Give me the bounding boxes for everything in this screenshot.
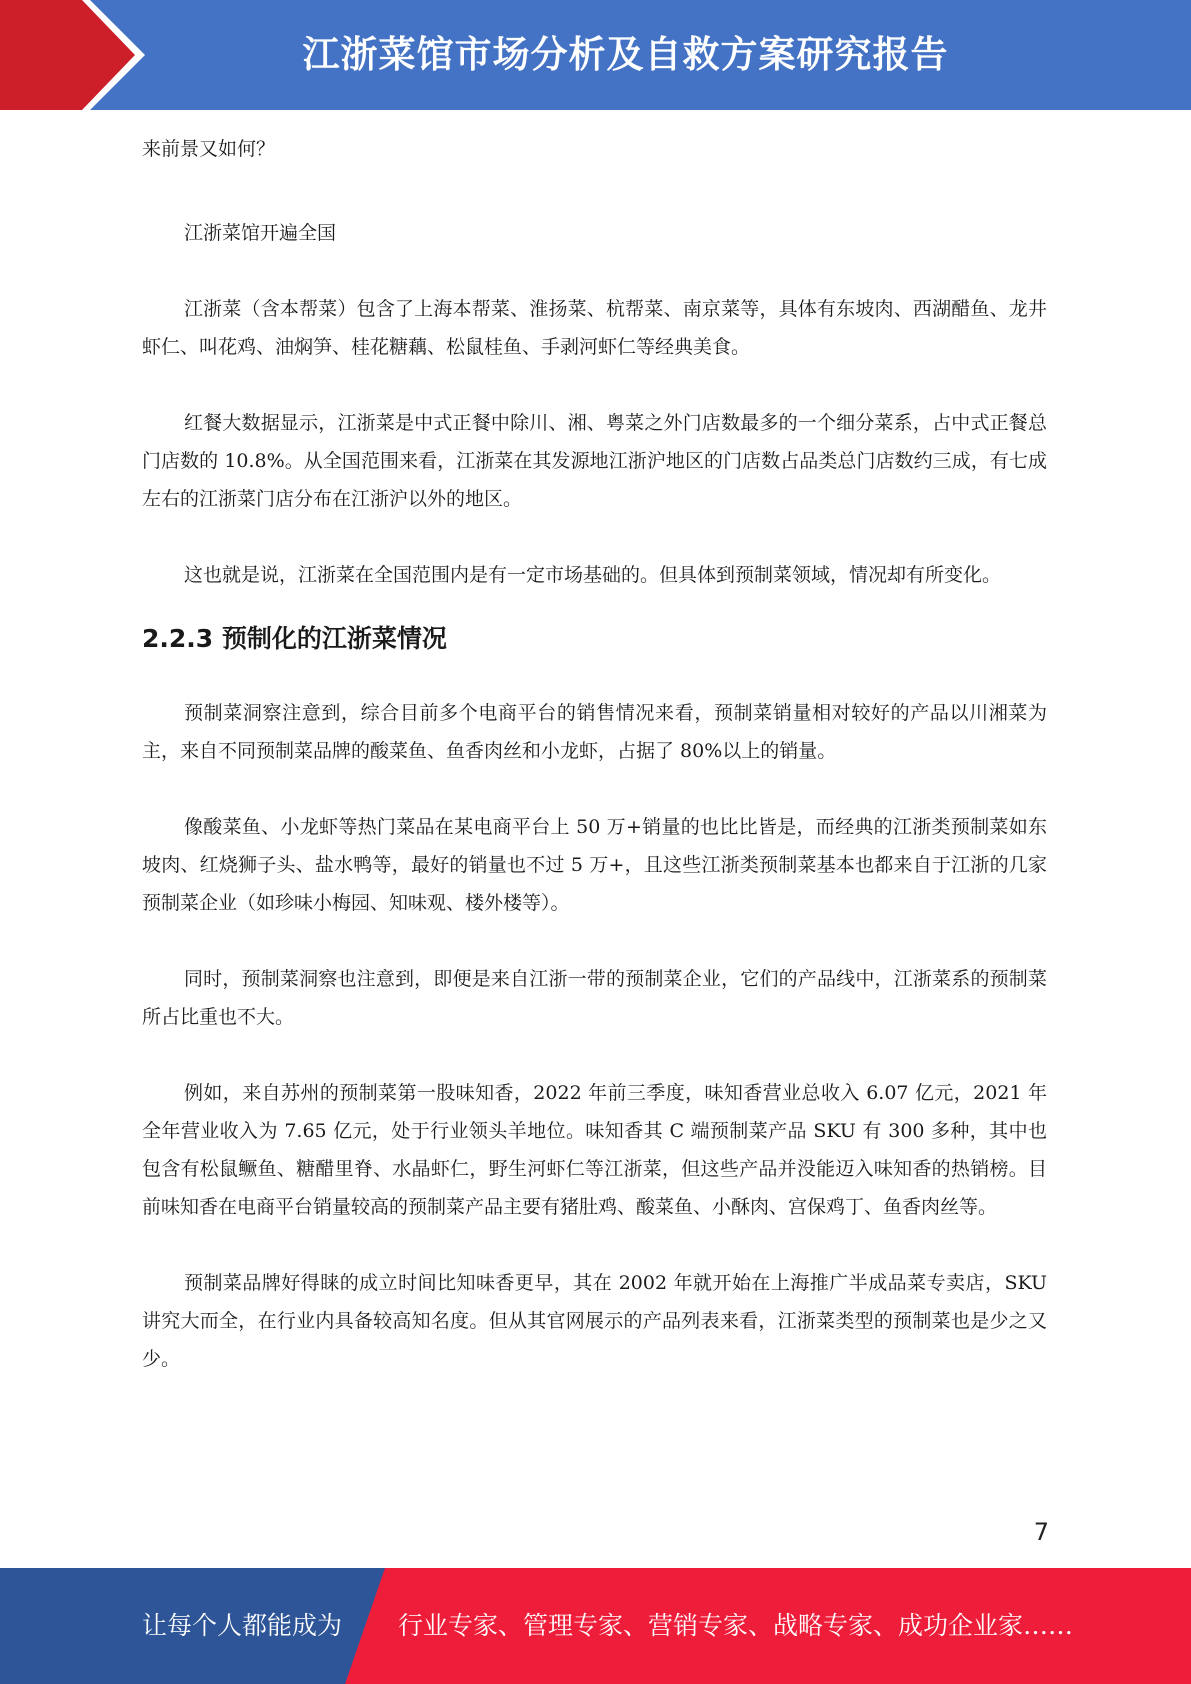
- page-header: [0, 0, 1191, 110]
- paragraph: 这也就是说，江浙菜在全国范围内是有一定市场基础的。但具体到预制菜领域，情况却有所变化。: [184, 564, 1002, 586]
- paragraph: 预制菜洞察注意到，综合目前多个电商平台的销售情况来看，预制菜销量相对较好的产品以川湘菜为主，来自不同预制菜品牌的酸菜鱼、鱼香肉丝和小龙虾，占据了 80%以上的销量。: [142, 702, 1047, 762]
- footer-slogan-left: 让每个人都能成为: [142, 1611, 343, 1640]
- page-content: [142, 130, 1047, 1378]
- subheading-text: 江浙菜馆开遍全国: [184, 222, 337, 244]
- paragraph: 红餐大数据显示，江浙菜是中式正餐中除川、湘、粤菜之外门店数最多的一个细分菜系，占中式正餐总门店数的 10.8%。从全国范围来看，江浙菜在其发源地江浙沪地区的门店数占品类总门店数约三成，有七成左右的江浙菜门店分布在江浙沪以外的地区。: [142, 412, 1047, 510]
- paragraph: 像酸菜鱼、小龙虾等热门菜品在某电商平台上 50 万+销量的也比比皆是，而经典的江浙类预制菜如东坡肉、红烧狮子头、盐水鸭等，最好的销量也不过 5 万+，且这些江浙类预制菜基本也都来自于江浙的几家预制菜企业（如珍味小梅园、知味观、楼外楼等）。: [142, 816, 1047, 914]
- page-number: 7: [1033, 1518, 1049, 1546]
- footer-slogan-right: 行业专家、管理专家、营销专家、战略专家、成功企业家……: [398, 1611, 1074, 1640]
- page-footer: [0, 1568, 1191, 1684]
- report-title: 江浙菜馆市场分析及自救方案研究报告: [302, 33, 949, 76]
- paragraph: 江浙菜（含本帮菜）包含了上海本帮菜、淮扬菜、杭帮菜、南京菜等，具体有东坡肉、西湖醋鱼、龙井虾仁、叫花鸡、油焖笋、桂花糖藕、松鼠桂鱼、手剥河虾仁等经典美食。: [142, 298, 1047, 358]
- paragraph: 预制菜品牌好得睐的成立时间比知味香更早，其在 2002 年就开始在上海推广半成品菜专卖店，SKU 讲究大而全，在行业内具备较高知名度。但从其官网展示的产品列表来看，江浙菜类型的预制菜也是少之又少。: [142, 1272, 1047, 1370]
- paragraph-continuation: 来前景又如何？: [142, 138, 276, 160]
- paragraph: 同时，预制菜洞察也注意到，即便是来自江浙一带的预制菜企业，它们的产品线中，江浙菜系的预制菜所占比重也不大。: [142, 968, 1047, 1028]
- section-heading: 2.2.3 预制化的江浙菜情况: [142, 624, 447, 653]
- paragraph: 例如，来自苏州的预制菜第一股味知香，2022 年前三季度，味知香营业总收入 6.07 亿元，2021 年全年营业收入为 7.65 亿元，处于行业领头羊地位。味知香其 C 端预制菜产品 SKU 有 300 多种，其中也包含有松鼠鳜鱼、糖醋里脊、水晶虾仁，野生河虾仁等江浙菜，但这些产品并没能迈入味知香的热销榜。目前味知香在电商平台销量较高的预制菜产品主要有猪肚鸡、酸菜鱼、小酥肉、宫保鸡丁、鱼香肉丝等。: [142, 1082, 1047, 1218]
